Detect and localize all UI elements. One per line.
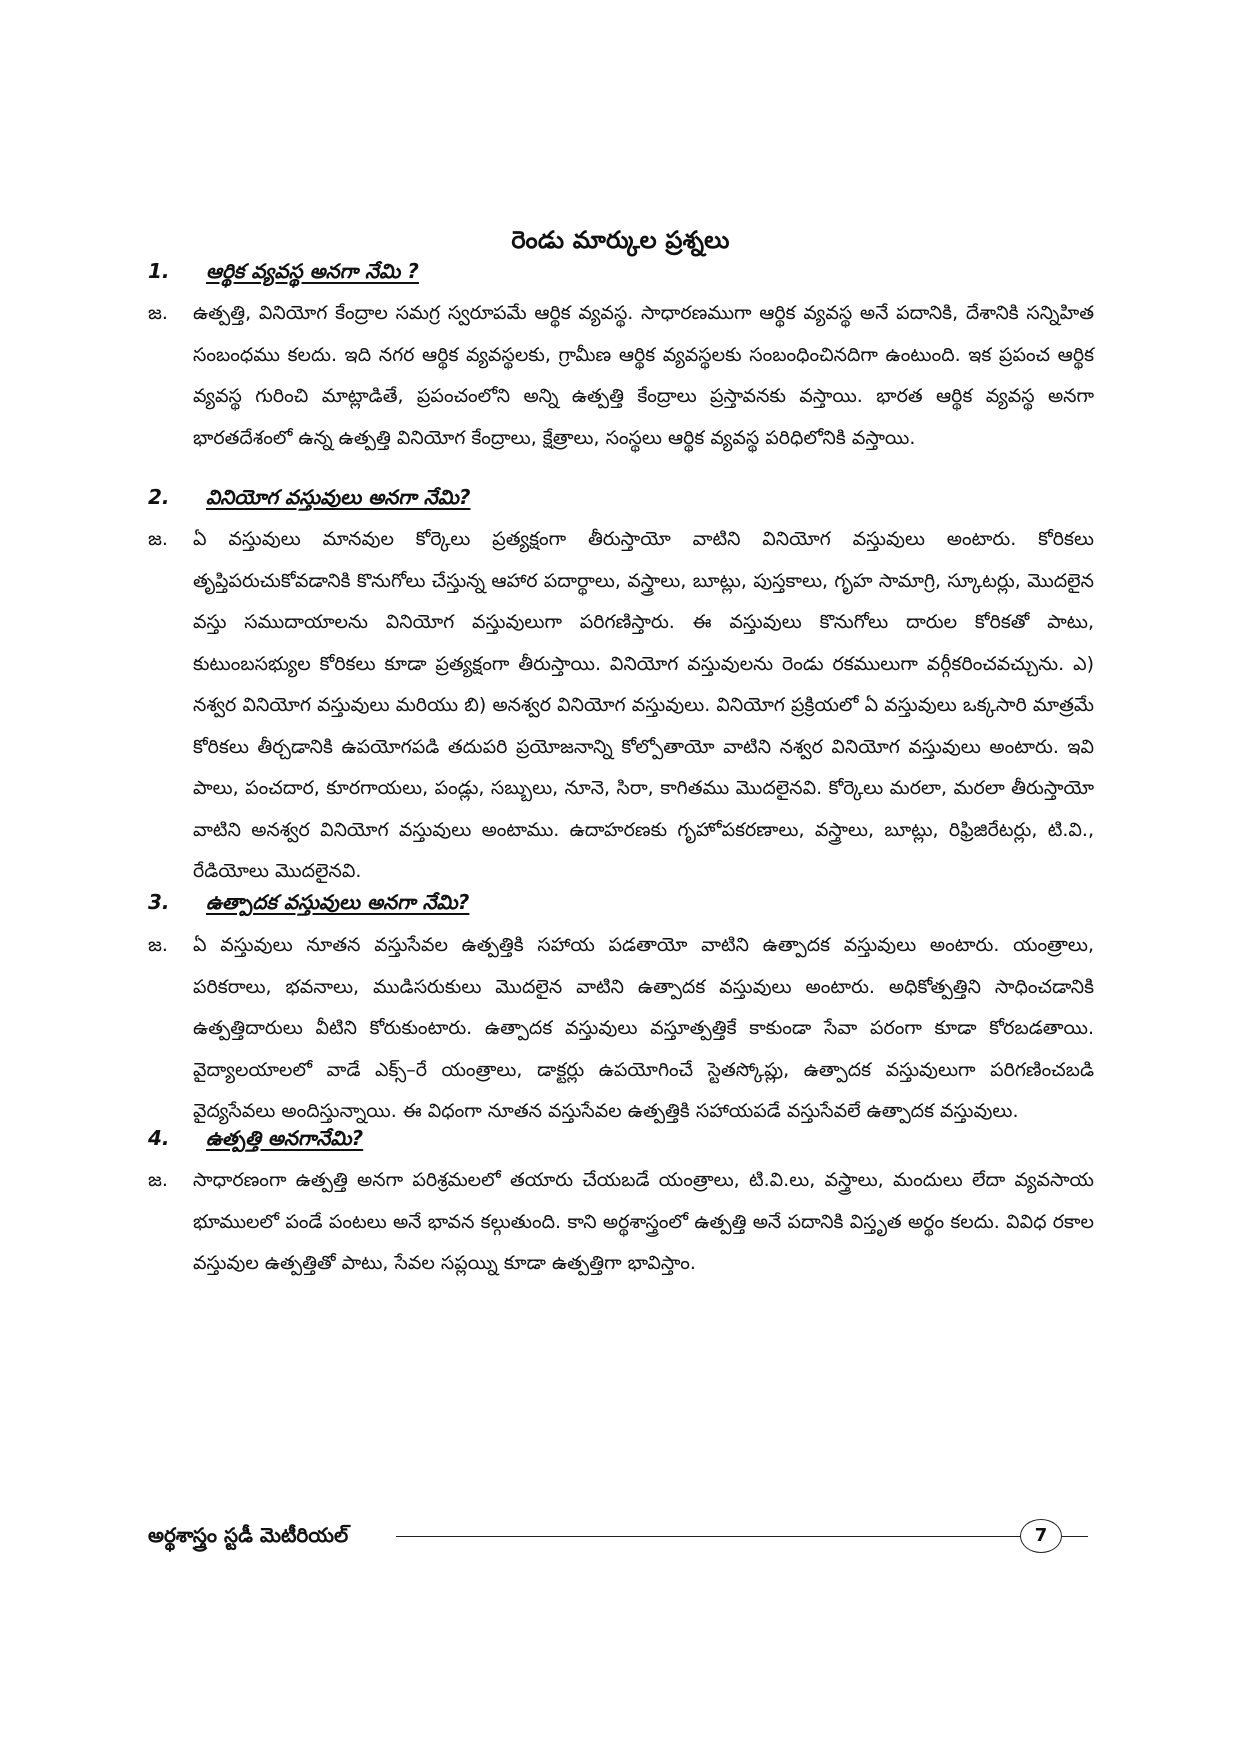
page-number-badge: 7 [1020,1519,1062,1553]
question-3 [148,887,1121,917]
answer-text: ఉత్పత్తి, వినియోగ కేంద్రాల సమగ్ర స్వరూపమే ఆర్థిక వ్యవస్థ. సాధారణముగా ఆర్థిక వ్యవస్థ అనే పదానికి, దేశానికి సన్నిహిత సంబంధము కలదు. ఇది నగర ఆర్థిక వ్యవస్థలకు, గ్రామీణ ఆర్థిక వ్యవస్థలకు సంబంధించినదిగా ఉంటుంది. ఇక ప్రపంచ ఆర్థిక వ్యవస్థ గురించి మాట్లాడితే, ప్రపంచంలోని అన్ని ఉత్పత్తి కేంద్రాలు ప్రస్తావనకు వస్తాయి. భారత ఆర్థిక వ్యవస్థ అనగా భారతదేశంలో ఉన్న ఉత్పత్తి వినియోగ కేంద్రాలు, క్షేత్రాలు, సంస్థలు ఆర్థిక వ్యవస్థ పరిధిలోనికి వస్తాయి. [193,302,1094,449]
question-text: ఉత్పత్తి అనగానేమి? [206,1126,364,1150]
answer-prefix: జ. [148,1169,168,1191]
answer-text: ఏ వస్తువులు మానవుల కోర్కెలు ప్రత్యక్షంగా తీరుస్తాయో వాటిని వినియోగ వస్తువులు అంటారు. కోరికలు తృప్తిపరుచుకోవడానికి కొనుగోలు చేస్తున్న ఆహార పదార్థాలు, వస్త్రాలు, బూట్లు, పుస్తకాలు, గృహ సామాగ్రి, స్కూటర్లు, మొదలైన వస్తు సముదాయాలను వినియోగ వస్తువులుగా పరిగణిస్తారు. ఈ వస్తువులు కొనుగోలు దారుల కోరికతో పాటు, కుటుంబసభ్యుల కోరికలు కూడా ప్రత్యక్షంగా తీరుస్తాయి. వినియోగ వస్తువులను రెండు రకములుగా వర్గీకరించవచ్చును. ఎ) నశ్వర వినియోగ వస్తువులు మరియు బి) అనశ్వర వినియోగ వస్తువులు. వినియోగ ప్రక్రియలో ఏ వస్తువులు ఒక్కసారి మాత్రమే కోరికలు తీర్చడానికి ఉపయోగపడి తదుపరి ప్రయోజనాన్ని కోల్పోతాయో వాటిని నశ్వర వినియోగ వస్తువులు అంటారు. ఇవి పాలు, పంచదార, కూరగాయలు, పండ్లు, సబ్బులు, నూనె, సిరా, కాగితము మొదలైనవి. కోర్కెలు మరలా, మరలా తీరుస్తాయో వాటిని అనశ్వర వినియోగ వస్తువులు అంటాము. ఉదాహరణకు గృహోపకరణాలు, వస్త్రాలు, బూట్లు, రిఫ్రిజిరేటర్లు, టి.వి., రేడియోలు మొదలైనవి. [193,528,1094,882]
answer-text: ఏ వస్తువులు నూతన వస్తుసేవల ఉత్పత్తికి సహాయ పడతాయో వాటిని ఉత్పాదక వస్తువులు అంటారు. యంత్రాలు, పరికరాలు, భవనాలు, ముడిసరుకులు మొదలైన వాటిని ఉత్పాదక వస్తువులు అంటారు. అధికోత్పత్తిని సాధించడానికి ఉత్పత్తిదారులు వీటిని కోరుకుంటారు. ఉత్పాదక వస్తువులు వస్తూత్పత్తికే కాకుండా సేవా పరంగా కూడా కోరబడతాయి. వైద్యాలయాలలో వాడే ఎక్స్–రే యంత్రాలు, డాక్టర్లు ఉపయోగించే స్టెతస్కోప్లు, ఉత్పాదక వస్తువులుగా పరిగణించబడి వైద్యసేవలు అందిస్తున్నాయి. ఈ విధంగా నూతన వస్తుసేవల ఉత్పత్తికి సహాయపడే వస్తుసేవలే ఉత్పాదక వస్తువులు. [193,934,1094,1122]
answer-2 [148,519,1094,893]
section-heading: రెండు మార్కుల ప్రశ్నలు [511,226,730,254]
question-text: వినియోగ వస్తువులు అనగా నేమి? [206,485,471,509]
answer-text: సాధారణంగా ఉత్పత్తి అనగా పరిశ్రమలలో తయారు చేయబడే యంత్రాలు, టి.వి.లు, వస్త్రాలు, మందులు లేదా వ్యవసాయ భూములలో పండే పంటలు అనే భావన కల్గుతుంది. కాని అర్థశాస్త్రంలో ఉత్పత్తి అనే పదానికి విస్తృత అర్థం కలదు. వివిధ రకాల వస్తువుల ఉత్పత్తితో పాటు, సేవల సప్లయ్ని కూడా ఉత్పత్తిగా భావిస్తాం. [193,1169,1094,1274]
question-1 [148,256,1121,286]
question-text: ఆర్థిక వ్యవస్థ అనగా నేమి ? [206,259,419,283]
answer-prefix: జ. [148,934,168,956]
answer-prefix: జ. [148,302,168,324]
question-4 [148,1123,1121,1153]
footer-rule [396,1536,1024,1537]
answer-3 [148,925,1094,1133]
question-number: 1. [148,259,170,283]
answer-4 [148,1160,1094,1285]
footer-rule-end [1062,1536,1088,1537]
question-number: 3. [148,890,170,914]
page-footer [148,1516,1088,1556]
question-number: 2. [148,485,170,509]
question-number: 4. [148,1126,170,1150]
question-2 [148,482,1121,512]
footer-title: అర్థశాస్త్రం స్టడీ మెటీరియల్ [148,1523,349,1547]
question-text: ఉత్పాదక వస్తువులు అనగా నేమి? [206,890,470,914]
answer-1 [148,293,1094,459]
answer-prefix: జ. [148,528,168,550]
